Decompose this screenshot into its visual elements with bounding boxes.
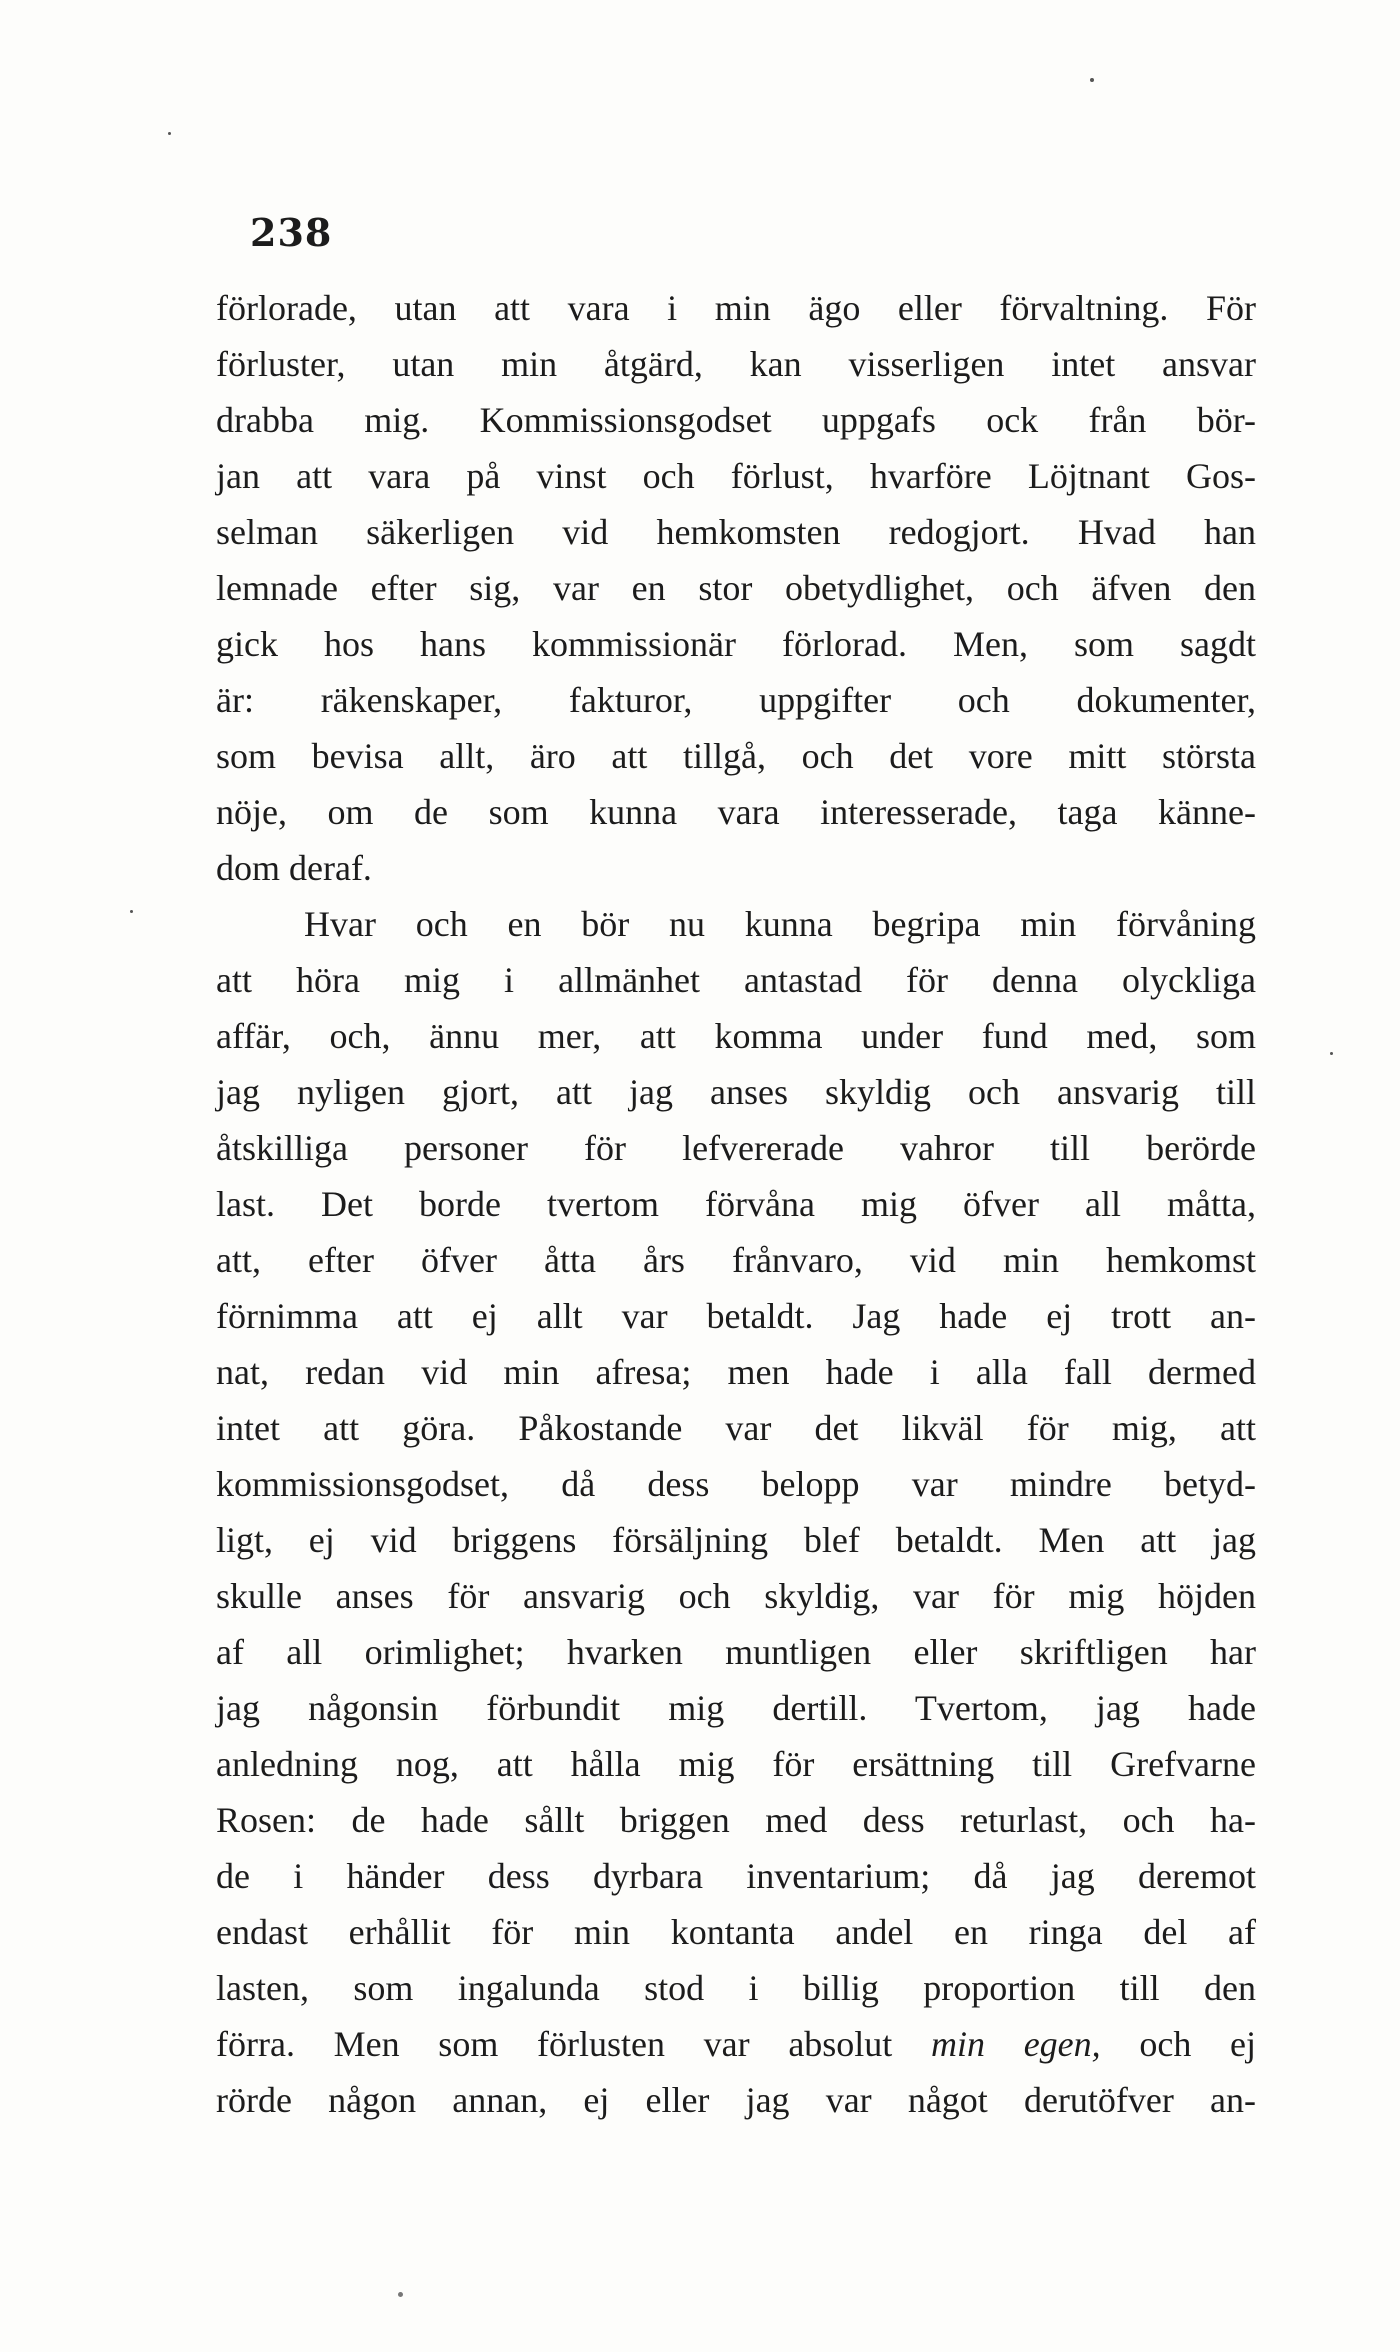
text-line: af all orimlighet; hvarken muntligen eller skriftligen har — [216, 1632, 1256, 1672]
text-line: endast erhållit för min kontanta andel en ringa del af — [216, 1912, 1256, 1952]
text-line: ligt, ej vid briggens försäljning blef betaldt. Men att jag — [216, 1520, 1256, 1560]
paragraph-2 — [216, 896, 1256, 2128]
text-line: förnimma att ej allt var betaldt. Jag hade ej trott an- — [216, 1296, 1256, 1336]
text-line: lemnade efter sig, var en stor obetydlighet, och äfven den — [216, 568, 1256, 608]
text-line: intet att göra. Påkostande var det likväl för mig, att — [216, 1408, 1256, 1448]
text-line: drabba mig. Kommissionsgodset uppgafs ock från bör- — [216, 400, 1256, 440]
emphasis-text: min egen, — [931, 2024, 1101, 2064]
text-line: kommissionsgodset, då dess belopp var mindre betyd- — [216, 1464, 1256, 1504]
text-line: nat, redan vid min afresa; men hade i alla fall dermed — [216, 1352, 1256, 1392]
text-line: affär, och, ännu mer, att komma under fund med, som — [216, 1016, 1256, 1056]
text-line: last. Det borde tvertom förvåna mig öfver all måtta, — [216, 1184, 1256, 1224]
text-line: de i händer dess dyrbara inventarium; då jag deremot — [216, 1856, 1256, 1896]
text-line: förlorade, utan att vara i min ägo eller förvaltning. För — [216, 288, 1256, 328]
text-line: lasten, som ingalunda stod i billig proportion till den — [216, 1968, 1256, 2008]
text-line: att, efter öfver åtta års frånvaro, vid min hemkomst — [216, 1240, 1256, 1280]
text-line: som bevisa allt, äro att tillgå, och det vore mitt största — [216, 736, 1256, 776]
text-line: nöje, om de som kunna vara interesserade, taga känne- — [216, 792, 1256, 832]
text-line: skulle anses för ansvarig och skyldig, var för mig höjden — [216, 1576, 1256, 1616]
text-line: Hvar och en bör nu kunna begripa min förvåning — [304, 904, 1256, 944]
paragraph-1 — [216, 280, 1256, 896]
text-line: gick hos hans kommissionär förlorad. Men, som sagdt — [216, 624, 1256, 664]
body-text — [216, 280, 1256, 2128]
text-line: rörde någon annan, ej eller jag var något derutöfver an- — [216, 2080, 1256, 2120]
text-span: och ej — [1139, 2024, 1256, 2064]
paper-speck — [1090, 78, 1094, 82]
page-number: 238 — [250, 210, 333, 255]
text-line: jag nyligen gjort, att jag anses skyldig och ansvarig till — [216, 1072, 1256, 1112]
text-line: selman säkerligen vid hemkomsten redogjort. Hvad han — [216, 512, 1256, 552]
text-line: jan att vara på vinst och förlust, hvarföre Löjtnant Gos- — [216, 456, 1256, 496]
paper-speck — [130, 910, 133, 913]
text-line: jag någonsin förbundit mig dertill. Tvertom, jag hade — [216, 1688, 1256, 1728]
text-line: anledning nog, att hålla mig för ersättning till Grefvarne — [216, 1744, 1256, 1784]
paper-speck — [168, 132, 171, 135]
text-line: förluster, utan min åtgärd, kan visserligen intet ansvar — [216, 344, 1256, 384]
paper-speck — [398, 2292, 403, 2297]
text-line-with-emphasis — [216, 2016, 1256, 2072]
text-line: att höra mig i allmänhet antastad för denna olyckliga — [216, 960, 1256, 1000]
paper-speck — [1330, 1052, 1333, 1055]
text-line: är: räkenskaper, fakturor, uppgifter och dokumenter, — [216, 680, 1256, 720]
text-span: förra. Men som förlusten var absolut — [216, 2024, 893, 2064]
text-line: åtskilliga personer för lefvererade vahror till berörde — [216, 1128, 1256, 1168]
text-line: dom deraf. — [216, 848, 372, 888]
text-line: Rosen: de hade sållt briggen med dess returlast, och ha- — [216, 1800, 1256, 1840]
